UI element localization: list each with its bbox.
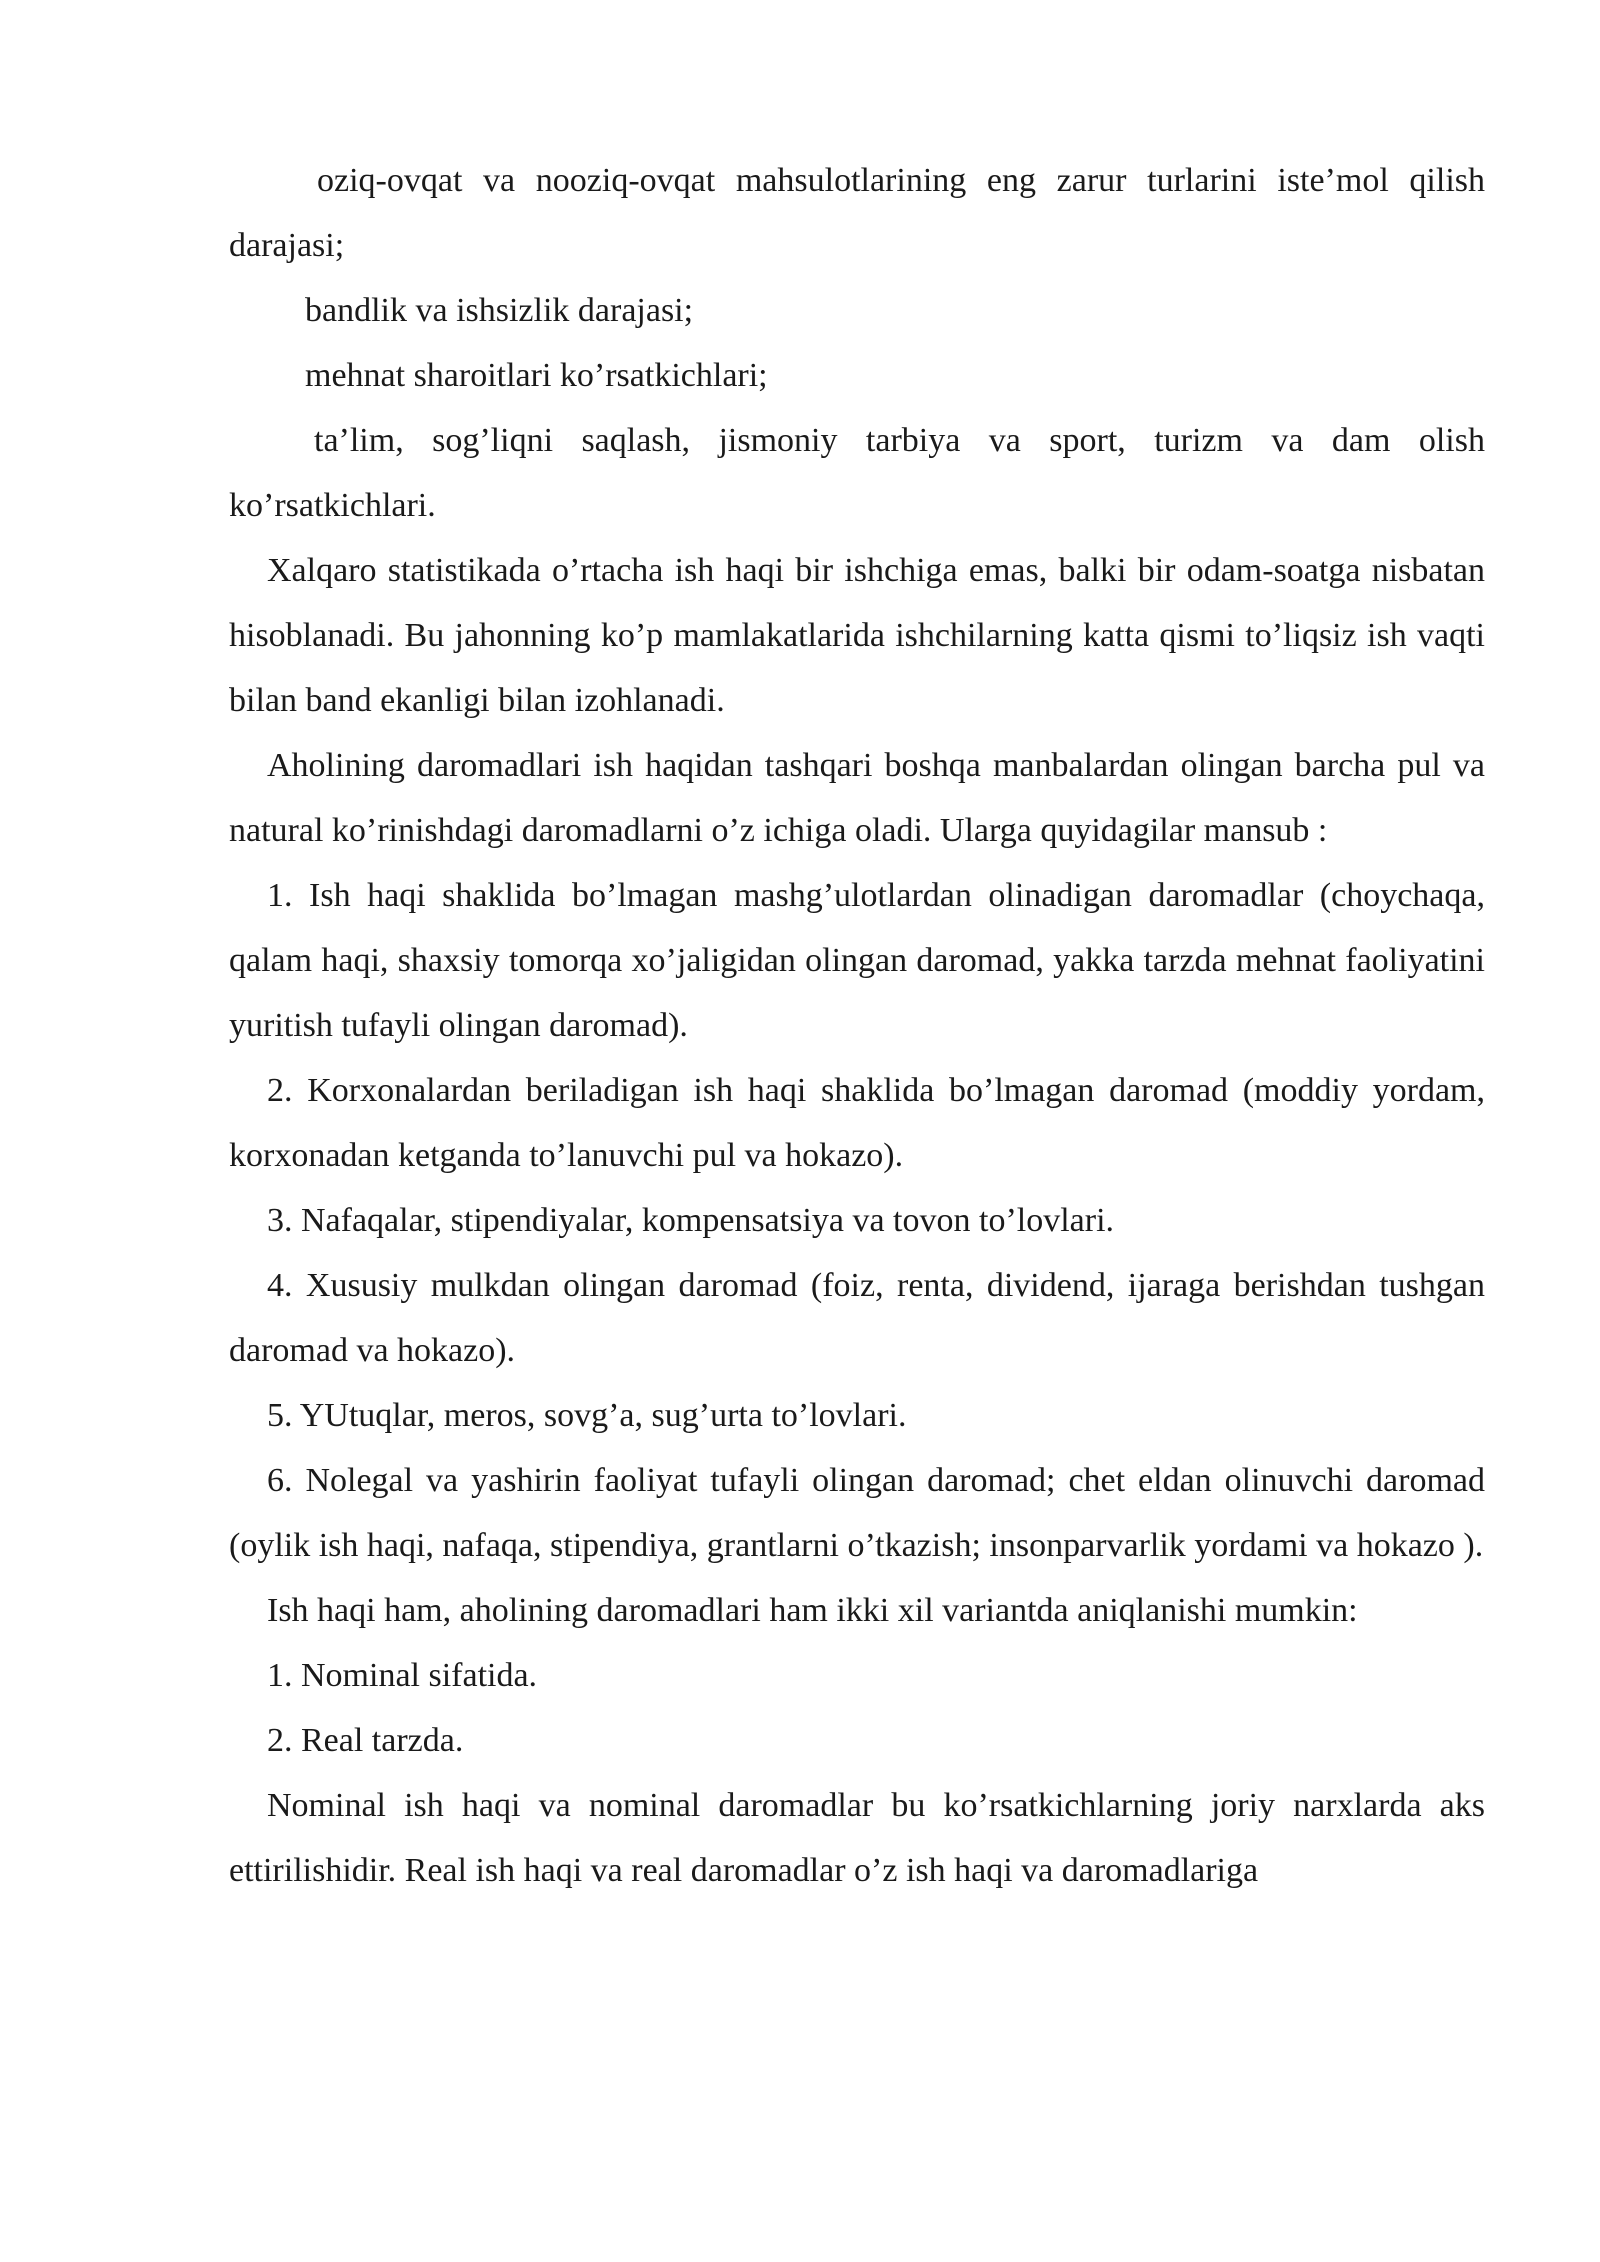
list-item-6: 6. Nolegal va yashirin faoliyat tufayli olingan daromad; chet eldan olinuvchi daromad (oylik ish haqi, nafaqa, stipendiya, grantlarni o’tkazish; insonparvarlik yordami va hokazo ).	[229, 1462, 1485, 1564]
document-body	[229, 148, 1485, 1903]
paragraph-education-health: ta’lim, sog’liqni saqlash, jismoniy tarbiya va sport, turizm va dam olish ko’rsatkichlari.	[229, 422, 1485, 524]
list-item-5: 5. YUtuqlar, meros, sovg’a, sug’urta to’lovlari.	[267, 1397, 907, 1434]
paragraph-nominal-real: Nominal ish haqi va nominal daromadlar bu ko’rsatkichlarning joriy narxlarda aks ettirilishidir. Real ish haqi va real daromadlar o’z ish haqi va daromadlariga	[229, 1787, 1485, 1889]
paragraph-two-variants: Ish haqi ham, aholining daromadlari ham ikki xil variantda aniqlanishi mumkin:	[267, 1592, 1358, 1629]
paragraph-employment-level: bandlik va ishsizlik darajasi;	[305, 292, 694, 329]
list-item-1: 1. Ish haqi shaklida bo’lmagan mashg’ulotlardan olinadigan daromadlar (choychaqa, qalam haqi, shaxsiy tomorqa xo’jaligidan olingan daromad, yakka tarzda mehnat faoliyatini yuritish tufayli olingan daromad).	[229, 877, 1485, 1044]
variant-item-real: 2. Real tarzda.	[267, 1722, 464, 1759]
list-item-3: 3. Nafaqalar, stipendiyalar, kompensatsiya va tovon to’lovlari.	[267, 1202, 1115, 1239]
paragraph-international-statistics: Xalqaro statistikada o’rtacha ish haqi bir ishchiga emas, balki bir odam-soatga nisbatan hisoblanadi. Bu jahonning ko’p mamlakatlarida ishchilarning katta qismi to’liqsiz ish vaqti bilan band ekanligi bilan izohlanadi.	[229, 552, 1485, 719]
variant-item-nominal: 1. Nominal sifatida.	[267, 1657, 538, 1694]
paragraph-labor-conditions: mehnat sharoitlari ko’rsatkichlari;	[305, 357, 768, 394]
list-item-4: 4. Xususiy mulkdan olingan daromad (foiz, renta, dividend, ijaraga berishdan tushgan daromad va hokazo).	[229, 1267, 1485, 1369]
paragraph-population-income: Aholining daromadlari ish haqidan tashqari boshqa manbalardan olingan barcha pul va natural ko’rinishdagi daromadlarni o’z ichiga oladi. Ularga quyidagilar mansub :	[229, 747, 1485, 849]
list-item-2: 2. Korxonalardan beriladigan ish haqi shaklida bo’lmagan daromad (moddiy yordam, korxonadan ketganda to’lanuvchi pul va hokazo).	[229, 1072, 1485, 1174]
paragraph-consumption-level: oziq-ovqat va nooziq-ovqat mahsulotlarining eng zarur turlarini iste’mol qilish darajasi;	[229, 162, 1485, 264]
